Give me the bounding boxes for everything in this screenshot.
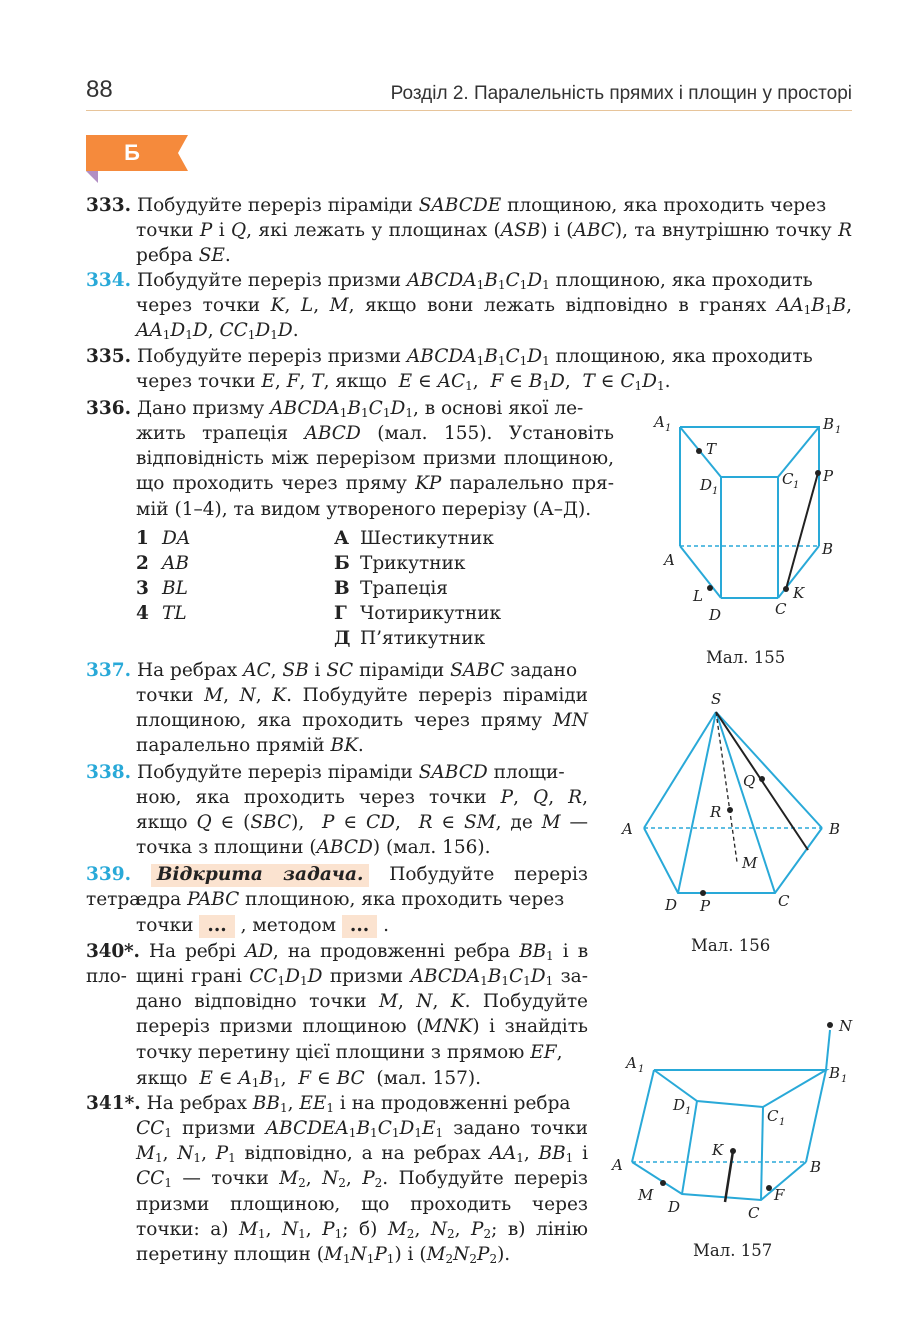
figure-157: [605, 1010, 860, 1225]
problem-333: 333. Побудуйте переріз піраміди SABCDE площиною, яка проходить через: [86, 195, 827, 216]
figure-155: [650, 405, 860, 630]
svg-text:C: C: [778, 892, 790, 910]
caption-157: Мал. 157: [693, 1241, 773, 1260]
section-label: Б: [124, 140, 140, 165]
match-right-b: Б Трикутник: [334, 553, 466, 574]
problem-337-text: точки M, N, K. Побудуйте переріз піраміди площиною, яка проходить через пряму MN паралельно прямій BK.: [136, 685, 589, 757]
svg-text:1: 1: [665, 423, 672, 434]
svg-text:A: A: [654, 413, 665, 431]
svg-text:M: M: [638, 1186, 654, 1204]
problem-341: 341*. На ребрах $BB_1$, $EE_1$ і на продовженні ребра: [86, 1093, 571, 1115]
match-right-d: Г Чотирикутник: [334, 603, 502, 624]
section-tag: [86, 135, 188, 171]
match-left-2: 2 AB: [136, 553, 189, 574]
svg-text:A: A: [626, 1054, 637, 1072]
svg-text:T: T: [706, 440, 717, 458]
svg-text:1: 1: [793, 480, 800, 491]
svg-text:Q: Q: [743, 772, 756, 790]
svg-text:S: S: [711, 690, 722, 708]
problem-number: 334.: [86, 270, 132, 291]
problem-336-text: жить трапеція ABCD (мал. 155). Установіть відповідність між перерізом призми площиною, що проходить через пряму KP паралельно прямій (1–4), та видом утвореного перерізу (А–Д).: [136, 423, 614, 520]
svg-text:D: D: [673, 1096, 686, 1114]
problem-number: 333.: [86, 195, 132, 216]
svg-text:1: 1: [841, 1074, 848, 1085]
svg-text:1: 1: [638, 1064, 645, 1075]
problem-number: 335.: [86, 346, 132, 367]
svg-text:A: A: [622, 820, 633, 838]
svg-text:D: D: [709, 606, 722, 624]
svg-text:B: B: [829, 1064, 841, 1082]
problem-335: 335. Побудуйте переріз призми $ABCDA_1B_1C_1D_1$ площиною, яка проходить: [86, 346, 813, 368]
problem-337: 337. На ребрах AC, SB і SC піраміди SABC задано: [86, 660, 578, 681]
svg-text:P: P: [700, 897, 711, 915]
svg-text:C: C: [782, 470, 794, 488]
problem-339: 339. Відкрита задача. Побудуйте переріз тетра-: [86, 864, 589, 911]
svg-text:B: B: [822, 540, 834, 558]
problem-333-text: точки P і Q, які лежать у площинах (ASB) і (ABC), та внутрішню точку R ребра SE.: [136, 220, 852, 267]
svg-text:C: C: [767, 1107, 779, 1125]
open-task-label: Відкрита задача.: [151, 864, 370, 887]
caption-156: Мал. 156: [691, 936, 771, 955]
svg-text:1: 1: [685, 1106, 692, 1117]
header-divider: [86, 110, 852, 111]
svg-text:K: K: [712, 1141, 724, 1159]
problem-number: 340*.: [86, 941, 140, 962]
problem-338: 338. Побудуйте переріз піраміди SABCD площи-: [86, 762, 565, 783]
problem-335-text: через точки E, F, T, якщо E ∈ $AC_1$, F ∈ $B_1D$, T ∈ $C_1D_1$.: [136, 371, 671, 393]
svg-text:D: D: [665, 896, 678, 914]
problem-340-text: щині грані $CC_1D_1D$ призми $ABCDA_1B_1C_1D_1$ задано відповідно точки M, N, K. Побудуйте переріз призми площиною (MNK) і знайдіть точку перетину цієї площини з прямою EF,: [136, 966, 589, 1063]
problem-334: 334. Побудуйте переріз призми $ABCDA_1B_1C_1D_1$ площиною, яка проходить: [86, 270, 813, 292]
svg-text:1: 1: [712, 486, 719, 497]
svg-text:D: D: [668, 1198, 681, 1216]
match-right-c: В Трапеція: [334, 578, 448, 599]
svg-text:N: N: [839, 1017, 853, 1035]
blank-method: ...: [342, 915, 377, 938]
svg-text:A: A: [664, 551, 675, 569]
problem-340: 340*. На ребрі AD, на продовженні ребра $BB_1$ і в пло-: [86, 941, 589, 988]
svg-text:D: D: [700, 476, 713, 494]
problem-339-text: едра PABC площиною, яка проходить через: [136, 889, 565, 910]
page-number: 88: [86, 76, 113, 103]
problem-number: 338.: [86, 762, 132, 783]
svg-text:1: 1: [779, 1117, 786, 1128]
problem-338-text: ною, яка проходить через точки P, Q, R, якщо Q ∈ (SBC), P ∈ CD, R ∈ SM, де M — точка з площини (ABCD) (мал. 156).: [136, 787, 588, 859]
problem-number: 337.: [86, 660, 132, 681]
match-right-a: А Шестикутник: [334, 528, 494, 549]
match-left-3: 3 BL: [136, 578, 188, 599]
svg-text:M: M: [742, 854, 758, 872]
svg-text:L: L: [693, 587, 703, 605]
svg-text:B: B: [810, 1158, 822, 1176]
problem-339-text-2: точки ... , методом ... .: [136, 915, 389, 936]
problem-341-text: $CC_1$ призми $ABCDEA_1B_1C_1D_1E_1$ задано точки $M_1$, $N_1$, $P_1$ відповідно, а на ребрах $AA_1$, $BB_1$ і $CC_1$ — точки $M_2$, $N_2$, $P_2$. Побудуйте переріз призми площиною, що проходить через точки: а) $M_1$, $N_1$, $P_1$; б) $M_2$, $N_2$, $P_2$; в) лінію перетину площин $(M_1N_1P_1)$ і $(M_2N_2P_2)$.: [136, 1118, 589, 1267]
svg-text:P: P: [823, 467, 834, 485]
svg-text:1: 1: [835, 425, 842, 436]
svg-text:F: F: [774, 1186, 785, 1204]
svg-text:K: K: [793, 584, 805, 602]
svg-text:B: B: [829, 820, 841, 838]
figure-156: [620, 685, 850, 915]
match-left-4: 4 TL: [136, 603, 187, 624]
svg-text:C: C: [748, 1204, 760, 1222]
problem-334-text: через точки K, L, M, якщо вони лежать відповідно в гранях $AA_1B_1B$, $AA_1D_1D$, $CC_1D_1D$.: [136, 295, 852, 343]
problem-340-text-2: якщо E ∈ $A_1B_1$, F ∈ BC (мал. 157).: [136, 1068, 481, 1090]
caption-155: Мал. 155: [706, 648, 786, 667]
match-right-e: Д П’ятикутник: [334, 628, 486, 649]
match-left-1: 1 DA: [136, 528, 191, 549]
problem-336: 336. Дано призму $ABCDA_1B_1C_1D_1$, в основі якої ле-: [86, 398, 584, 420]
svg-text:B: B: [823, 415, 835, 433]
svg-text:C: C: [775, 600, 787, 618]
problem-number: 336.: [86, 398, 132, 419]
problem-number: 339.: [86, 864, 132, 885]
blank-points: ...: [199, 915, 234, 938]
problem-number: 341*.: [86, 1093, 141, 1114]
chapter-title: Розділ 2. Паралельність прямих і площин у просторі: [390, 83, 852, 104]
svg-text:R: R: [710, 803, 722, 821]
svg-text:A: A: [612, 1156, 623, 1174]
